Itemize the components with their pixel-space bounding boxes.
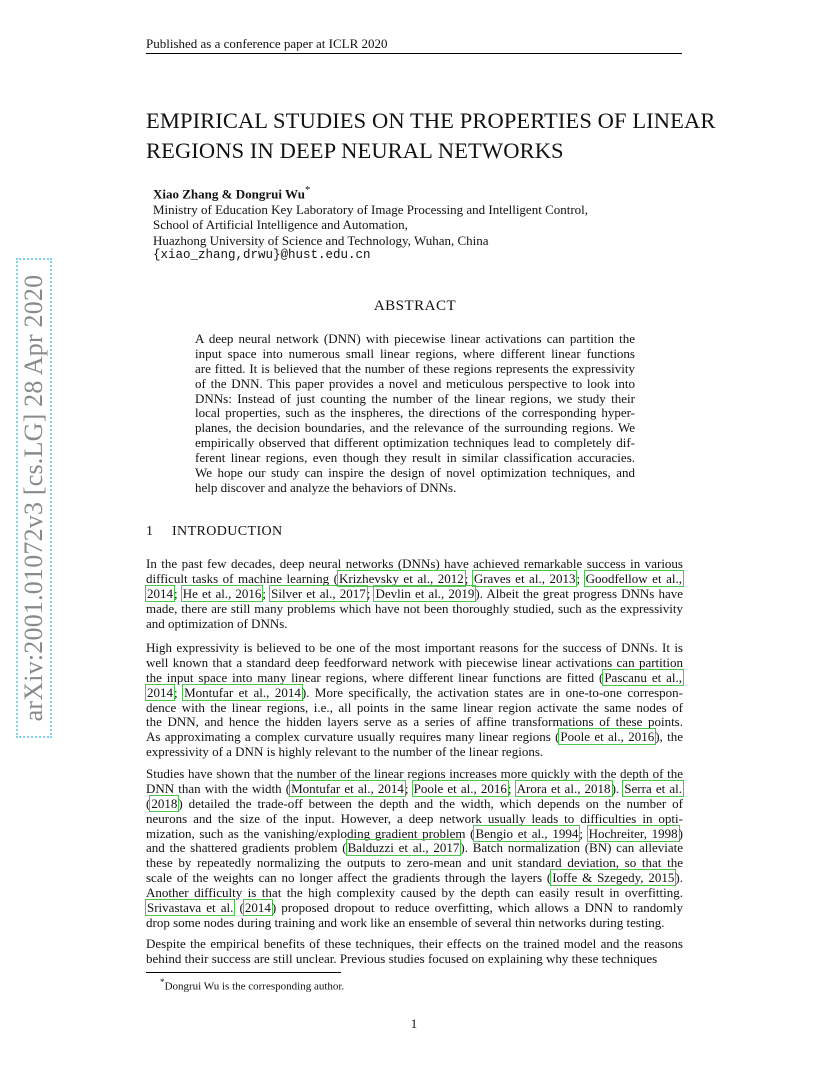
paragraph-text: ; (262, 585, 271, 601)
paragraph-line (146, 782, 683, 797)
citation-link[interactable]: Bengio et al., 1994 (475, 825, 579, 841)
abstract-line: ferent linear regions, even though they result in similar classification accuracies. (195, 450, 635, 466)
paragraph-text: DNN than with the width ( (146, 780, 291, 796)
citation-link[interactable]: Montufar et al., 2014 (291, 780, 404, 796)
affiliation-line-2: School of Artificial Intelligence and Automation, (153, 217, 408, 233)
citation-link[interactable]: Serra et al. (624, 780, 682, 796)
paragraph-line (146, 602, 683, 617)
footnote-mark: * (160, 977, 165, 987)
paragraph-4 (146, 937, 683, 967)
citation-link[interactable]: Hochreiter, 1998 (588, 825, 678, 841)
paragraph-text: made, there are still many problems which have not been thoroughly studied, such as the expressivity (146, 600, 683, 616)
paragraph-line (146, 952, 683, 967)
abstract-line: local properties, such as the inspheres, the directions of the corresponding hyper- (195, 405, 635, 421)
paragraph-text: ; (579, 825, 588, 841)
abstract-line: planes, the decision boundaries, and the relevance of the surrounding regions. We (195, 420, 635, 436)
title-line-2-text: REGIONS IN DEEP NEURAL NETWORKS (146, 138, 564, 163)
affiliation-line-1: Ministry of Education Key Laboratory of Image Processing and Intelligent Control, (153, 201, 589, 217)
citation-link[interactable]: He et al., 2016 (182, 585, 262, 601)
paragraph-text: ; (464, 570, 473, 586)
author-footnote-mark[interactable]: * (304, 184, 311, 196)
abstract-body (195, 332, 635, 496)
paragraph-text: neurons and the size of the input. However, a deep network usually leads to difficulties in opti- (146, 810, 683, 826)
abstract-line: DNNs: Instead of just counting the number of the linear regions, we study their (195, 390, 635, 406)
page-number: 1 (410, 1016, 418, 1031)
paper-title (146, 106, 716, 166)
footnote-text: Dongrui Wu is the corresponding author. (164, 980, 345, 993)
citation-link[interactable]: Balduzzi et al., 2017 (347, 840, 460, 856)
citation-link[interactable]: Pascanu et al., (604, 669, 682, 685)
abstract-heading: ABSTRACT (373, 298, 457, 314)
citation-link[interactable]: Arora et al., 2018 (516, 780, 611, 796)
paragraph-text: ). Batch normalization (BN) can alleviate (460, 840, 683, 856)
arxiv-sidebar[interactable] (12, 258, 56, 738)
affiliation-line-3: Huazhong University of Science and Technology, Wuhan, China (153, 232, 489, 248)
paragraph-text: As approximating a complex curvature usually requires many linear regions ( (146, 729, 560, 745)
paragraph-text: the input space into many linear regions, where different linear functions are fitted ( (146, 669, 604, 685)
paragraph-text: expressivity of a DNN is highly relevant to the number of the linear regions. (146, 744, 544, 760)
paragraph-line (146, 916, 683, 931)
paragraph-text: Another difficulty is that the high complexity caused by the depth can easily result in overfitting. (146, 885, 683, 901)
paragraph-text: drop some nodes during training and work like an ensemble of several thin networks during testing. (146, 914, 665, 930)
citation-link[interactable]: 2014 (244, 900, 271, 916)
paragraph-text: ; (404, 780, 413, 796)
paragraph-line (146, 745, 683, 760)
header-rule (146, 53, 682, 54)
citation-link[interactable]: Goodfellow et al., (585, 570, 682, 586)
paragraph-text: ). (611, 780, 624, 796)
abstract-line: input space into numerous small linear regions, where different linear functions (195, 345, 635, 361)
paragraph-text: ( (146, 795, 151, 811)
paragraph-text: High expressivity is believed to be one of the most important reasons for the success of DNNs. It is (146, 640, 683, 655)
abstract-line: help discover and analyze the behaviors of DNNs. (195, 479, 457, 495)
paragraph-text: ; (576, 570, 585, 586)
abstract-line: empirically observed that different optimization techniques lead to completely dif- (195, 435, 635, 451)
paragraph-text: and the shattered gradients problem ( (146, 840, 347, 856)
paragraph-text: Despite the empirical benefits of these techniques, their effects on the trained model and the reasons (146, 936, 683, 951)
paragraph-line (146, 937, 683, 952)
section-heading (146, 524, 283, 540)
citation-link[interactable]: 2014 (147, 585, 173, 601)
citation-link[interactable]: Graves et al., 2013 (473, 570, 576, 586)
paragraph-text: In the past few decades, deep neural networks (DNNs) have achieved remarkable success in various (146, 556, 683, 571)
paragraph-line (146, 730, 683, 745)
paragraph-text: ; (507, 780, 516, 796)
paragraph-text: mization, such as the vanishing/exploding gradient problem ( (146, 825, 475, 841)
abstract-line: We hope our study can inspire the design of novel optimization techniques, and (195, 465, 635, 481)
paragraph-line (146, 841, 683, 856)
title-line-1 (146, 106, 716, 136)
author-names-line (153, 183, 588, 202)
citation-link[interactable]: Ioffe & Szegedy, 2015 (552, 870, 675, 886)
paragraph-text: ) (678, 825, 683, 841)
paragraph-text: Studies have shown that the number of the linear regions increases more quickly with the depth of the (146, 766, 683, 781)
citation-link[interactable]: Krizhevsky et al., 2012 (338, 570, 464, 586)
footnote-rule (146, 972, 341, 973)
paragraph-line (146, 641, 683, 656)
abstract-line: A deep neural network (DNN) with piecewise linear activations can partition the (195, 331, 635, 346)
paragraph-text: these by repeatedly normalizing the outputs to zero-mean and unit standard deviation, so that the (146, 855, 683, 871)
paragraph-text: ). Albeit the great progress DNNs have (475, 585, 683, 601)
paragraph-line (146, 701, 683, 716)
paragraph-text: ; (174, 684, 184, 700)
citation-link[interactable]: 2018 (151, 795, 178, 811)
paragraph-text: ). (675, 870, 683, 886)
citation-link[interactable]: Devlin et al., 2019 (375, 585, 475, 601)
abstract-line: are fitted. It is believed that the number of these regions represents the expressivity (195, 360, 635, 376)
paragraph-text: ) detailed the trade-off between the depth and the width, which depends on the number of (178, 795, 683, 811)
title-line-1-text: EMPIRICAL STUDIES ON THE PROPERTIES OF LINEAR (146, 108, 716, 133)
citation-link[interactable]: Silver et al., 2017 (271, 585, 366, 601)
paragraph-line (146, 871, 683, 886)
author-block (153, 183, 588, 264)
citation-link[interactable]: Poole et al., 2016 (413, 780, 507, 796)
paragraph-1 (146, 557, 683, 631)
citation-link[interactable]: 2014 (147, 684, 173, 700)
abstract-line: of the DNN. This paper provides a novel and meticulous perspective to look into (195, 375, 635, 391)
footnote (160, 977, 344, 993)
paragraph-text: ( (234, 900, 244, 916)
paragraph-text: ) proposed dropout to reduce overfitting, which allows a DNN to randomly (271, 900, 683, 916)
paragraph-line (146, 901, 683, 916)
paragraph-text: scale of the weights can no longer affect the gradients through the layers ( (146, 870, 552, 886)
arxiv-identifier: arXiv:2001.01072v3 [cs.LG] 28 Apr 2020 (19, 274, 48, 722)
paragraph-2 (146, 641, 683, 760)
citation-link[interactable]: Montufar et al., 2014 (184, 684, 301, 700)
citation-link[interactable]: Poole et al., 2016 (560, 729, 655, 745)
paragraph-text: difficult tasks of machine learning ( (146, 570, 338, 586)
paragraph-line (146, 587, 683, 602)
paragraph-text: dence with the linear regions, i.e., all points in the same linear region activate the same nodes of (146, 699, 683, 715)
title-line-2 (146, 136, 706, 166)
paragraph-text: well known that a standard deep feedforward network with piecewise linear activations can partition (146, 654, 683, 670)
paragraph-text: the DNN, and hence the hidden layers serve as a series of affine transformations of these points. (146, 714, 683, 730)
paragraph-line (146, 797, 683, 812)
running-header: Published as a conference paper at ICLR 2020 (146, 36, 388, 51)
section-number: 1 (146, 524, 154, 539)
paragraph-text: ), the (655, 729, 683, 745)
paragraph-text: ; (174, 585, 182, 601)
author-names: Xiao Zhang & Dongrui Wu (153, 186, 305, 202)
author-email: {xiao_zhang,drwu}@hust.edu.cn (153, 248, 371, 263)
citation-link[interactable]: Srivastava et al. (147, 900, 234, 916)
paragraph-text: behind their success are still unclear. Previous studies focused on explaining why these techniques (146, 950, 658, 966)
paragraph-line (146, 686, 683, 701)
paragraph-line (146, 617, 683, 632)
paragraph-text: ). More specifically, the activation states are in one-to-one correspon- (301, 684, 683, 700)
paragraph-3 (146, 767, 683, 931)
paragraph-text: ; (366, 585, 375, 601)
paragraph-text: and optimization of DNNs. (146, 615, 288, 631)
section-title: INTRODUCTION (172, 524, 283, 539)
